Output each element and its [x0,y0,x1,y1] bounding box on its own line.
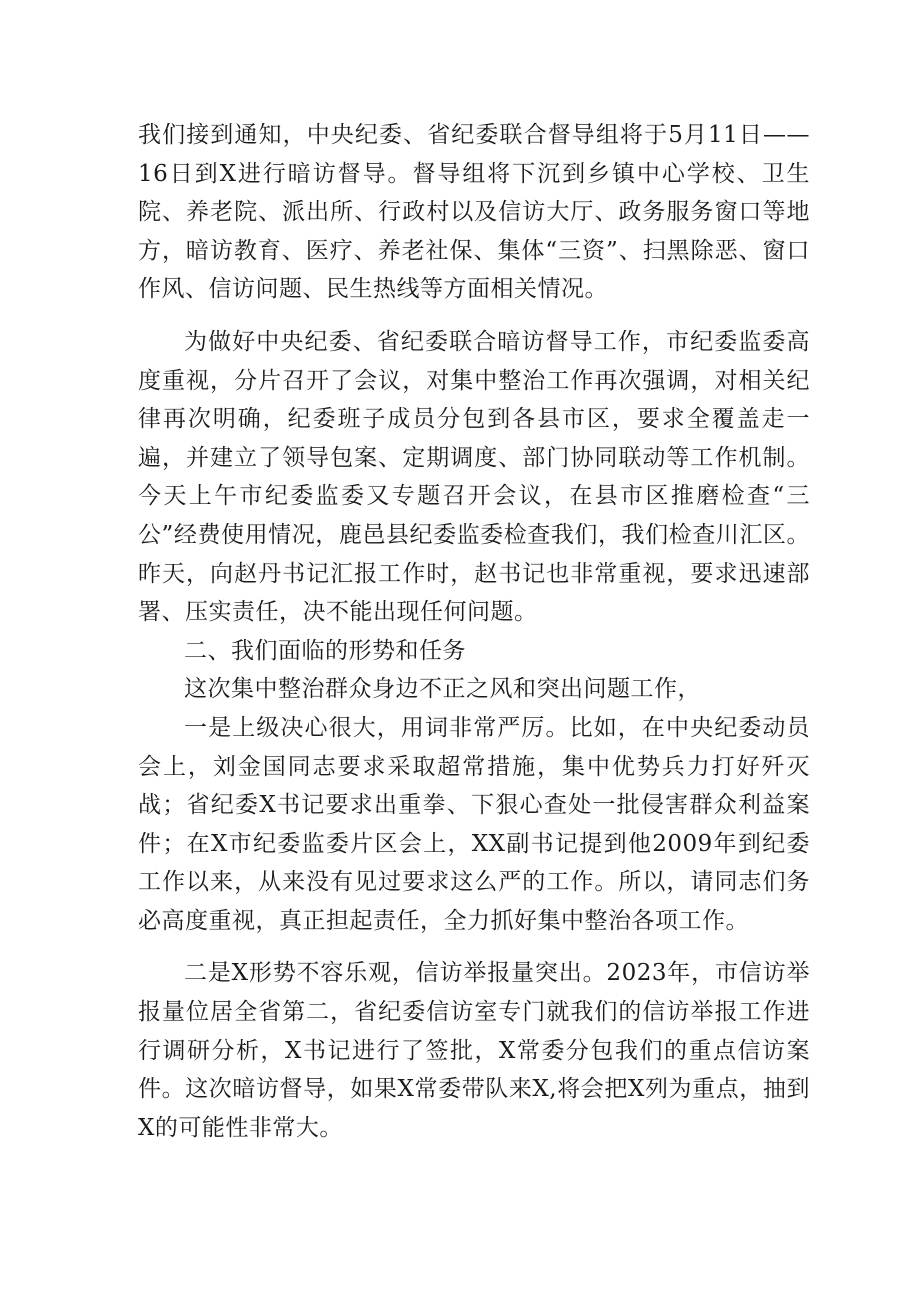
paragraph-point-one: 一是上级决心很大，用词非常严厉。比如，在中央纪委动员会上，刘金国同志要求采取超常措施，集中优势兵力打好歼灭战；省纪委X书记要求出重拳、下狠心查处一批侵害群众利益案件；在X市纪委监委片区会上，XX副书记提到他2009年到纪委工作以来，从来没有见过要求这么严的工作。所以，请同志们务必高度重视，真正担起责任，全力抓好集中整治各项工作。 [138,714,810,934]
section-heading: 二、我们面临的形势和任务 [184,637,466,664]
paragraph-notice: 我们接到通知，中央纪委、省纪委联合督导组将于5月11日——16日到X进行暗访督导。督导组将下沉到乡镇中心学校、卫生院、养老院、派出所、行政村以及信访大厅、政务服务窗口等地方，暗访教育、医疗、养老社保、集体“三资”、扫黑除恶、窗口作风、信访问题、民生热线等方面相关情况。 [138,122,810,303]
paragraph-point-two: 二是X形势不容乐观，信访举报量突出。2023年，市信访举报量位居全省第二，省纪委信访室专门就我们的信访举报工作进行调研分析，X书记进行了签批，X常委分包我们的重点信访案件。这次暗访督导，如果X常委带队来X,将会把X列为重点，抽到X的可能性非常大。 [138,960,810,1141]
paragraph-work-arrangement: 为做好中央纪委、省纪委联合暗访督导工作，市纪委监委高度重视，分片召开了会议，对集中整治工作再次强调，对相关纪律再次明确，纪委班子成员分包到各县市区，要求全覆盖走一遍，并建立了领导包案、定期调度、部门协同联动等工作机制。今天上午市纪委监委又专题召开会议，在县市区推磨检查“三公”经费使用情况，鹿邑县纪委监委检查我们，我们检查川汇区。昨天，向赵丹书记汇报工作时，赵书记也非常重视，要求迅速部署、压实责任，决不能出现任何问题。 [138,328,810,626]
paragraph-intro: 这次集中整治群众身边不正之风和突出问题工作， [184,676,701,703]
